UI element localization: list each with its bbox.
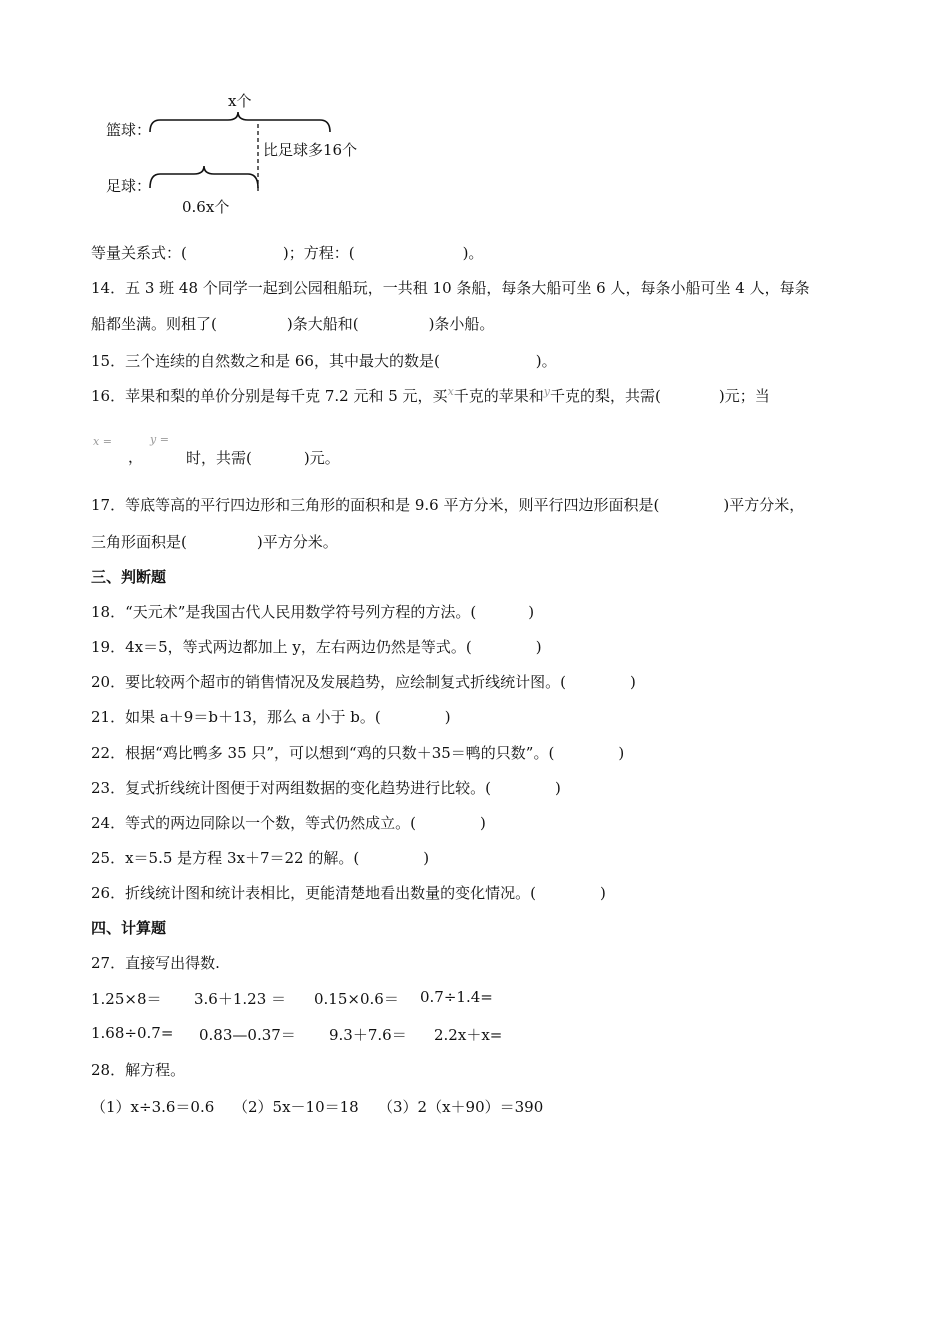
diagram-side-label: 比足球多16个 [263,141,358,159]
judge-item: 18．“天元术”是我国古代人民用数学符号列方程的方法。( ) [91,603,535,621]
q16-y-equals: y = [150,433,169,446]
judge-item: 19．4x＝5，等式两边都加上 y，左右两边仍然是等式。( ) [91,638,542,656]
judge-item: 21．如果 a＋9＝b＋13，那么 a 小于 b。( ) [91,708,451,726]
q28-title: 28．解方程。 [91,1061,186,1079]
calc-item: 1.25×8＝ [91,990,162,1008]
q14-line-1: 14．五 3 班 48 个同学一起到公园租船玩，一共租 10 条船，每条大船可坐 6 人，每条小船可坐 4 人，每条 [91,279,810,297]
q16-line-1: 16．苹果和梨的单价分别是每千克 7.2 元和 5 元，买$^x$千克的苹果和$^y$千克的梨，共需( )元；当 [91,385,770,405]
judge-item: 26．折线统计图和统计表相比，更能清楚地看出数量的变化情况。( ) [91,884,606,902]
judge-item: 23．复式折线统计图便于对两组数据的变化趋势进行比较。( ) [91,779,561,797]
q16-line-2: 时，共需( )元。 [186,449,340,467]
equation-item: （2）5x－10＝18 [233,1098,359,1116]
diagram-football-label: 足球： [106,177,152,195]
q16-comma: ， [128,448,144,466]
calc-item: 1.68÷0.7= [91,1024,174,1042]
calc-item: 0.15×0.6＝ [314,990,399,1008]
q13-line: 等量关系式：( )；方程：( )。 [91,244,484,262]
judge-item: 22．根据“鸡比鸭多 35 只”，可以想到“鸡的只数＋35＝鸭的只数”。( ) [91,744,625,762]
calc-item: 3.6＋1.23 ＝ [194,990,287,1008]
basketball-brace [150,112,330,132]
q16-x-equals: x = [93,435,112,448]
section-heading-calc: 四、计算题 [91,919,167,937]
calc-item: 0.7÷1.4= [420,988,493,1006]
calc-item: 9.3＋7.6＝ [329,1026,407,1044]
diagram-top-label: x个 [228,92,252,110]
q27-title: 27．直接写出得数. [91,954,220,972]
diagram-bottom-label: 0.6x个 [182,198,230,216]
equation-item: （1）x÷3.6＝0.6 [91,1098,215,1116]
section-heading-judge: 三、判断题 [91,568,167,586]
judge-item: 24．等式的两边同除以一个数，等式仍然成立。( ) [91,814,486,832]
judge-item: 20．要比较两个超市的销售情况及发展趋势，应绘制复式折线统计图。( ) [91,673,636,691]
q17-line-2: 三角形面积是( )平方分米。 [91,533,338,551]
q17-line-1: 17．等底等高的平行四边形和三角形的面积和是 9.6 平方分米，则平行四边形面积是( )平方分米， [91,496,805,514]
bar-diagram [100,88,390,218]
equation-item: （3）2（x＋90）＝390 [378,1098,544,1116]
calc-item: 2.2x＋x= [434,1026,503,1044]
q15-line: 15．三个连续的自然数之和是 66，其中最大的数是( )。 [91,352,557,370]
football-brace [150,166,258,188]
diagram-basketball-label: 篮球： [106,121,152,139]
calc-item: 0.83—0.37＝ [199,1026,296,1044]
q14-line-2: 船都坐满。则租了( )条大船和( )条小船。 [91,315,495,333]
judge-item: 25．x＝5.5 是方程 3x＋7＝22 的解。( ) [91,849,430,867]
